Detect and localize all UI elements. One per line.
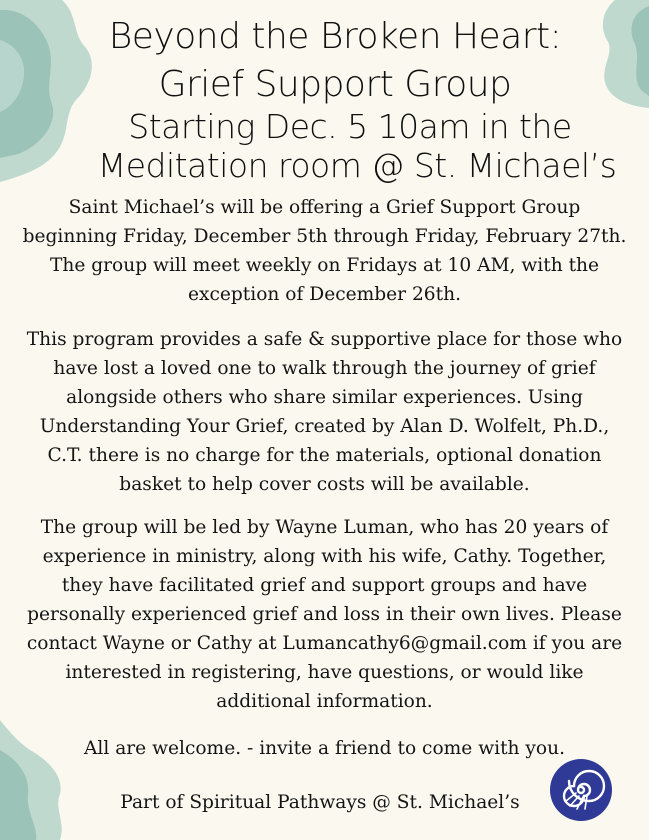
title-line-1: Beyond the Broken Heart: [108,16,562,57]
welcome-text: All are welcome. - invite a friend to come with you. [83,738,566,759]
program-description-paragraph: This program provides a safe & supportive place for those who have lost a loved one to walk through the journey of grief alongside others who share similar experiences. Using Understanding Your Grief, created by Alan D. Wolfelt, Ph.D., C.T. there is no charge for the materials, optional donation basket to help cover costs will be available. [26,329,623,495]
leaders-contact-paragraph: The group will be led by Wayne Luman, who has 20 years of experience in ministry, along with his wife, Cathy. Together, they have facilitated grief and support groups and have personally experienced grief and loss in their own lives. Please contact Wayne or Cathy at Lumancathy6@gmail.com if you are interested in registering, have questions, or would like additional information. [26,517,623,712]
watercolor-decoration-top-right [597,0,649,110]
footer-text: Part of Spiritual Pathways @ St. Michael’s [120,792,520,813]
nautilus-shell-icon [548,757,614,823]
title-line-3: Starting Dec. 5 10am in the [128,107,572,146]
title-line-4: Meditation room @ St. Michael’s [97,146,617,185]
schedule-paragraph: Saint Michael’s will be offering a Grief Support Group beginning Friday, December 5th through Friday, February 27th. The group will meet weekly on Fridays at 10 AM, with the exception of December 26th. [22,197,627,305]
title-line-2: Grief Support Group [158,64,512,105]
